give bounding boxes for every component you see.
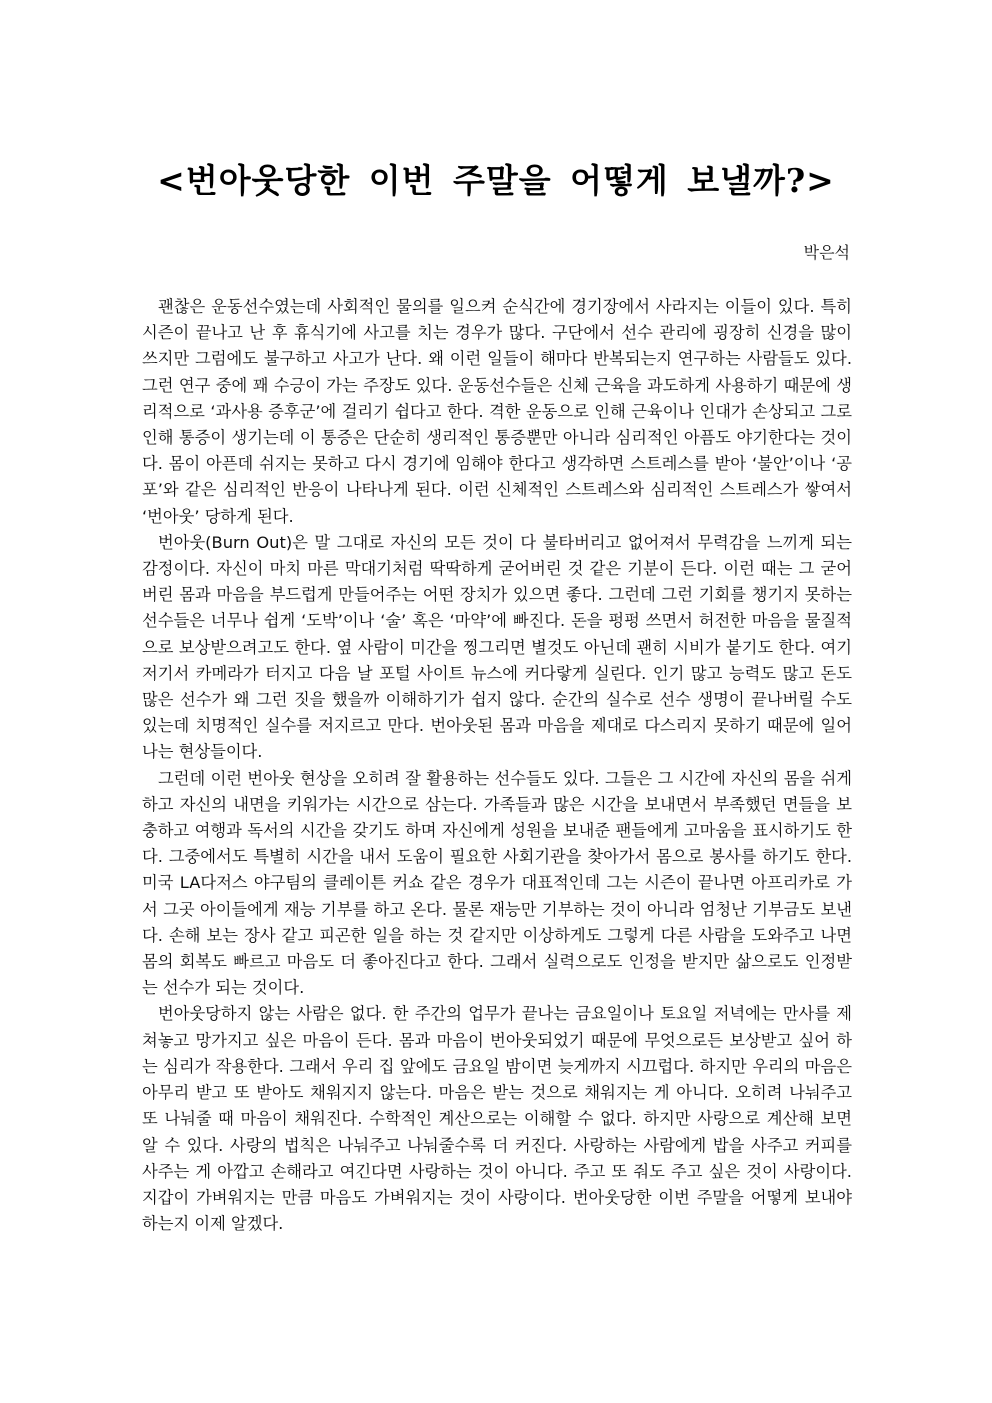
document-title: <번아웃당한 이번 주말을 어떻게 보낼까?> — [157, 161, 835, 200]
article-body — [142, 294, 852, 1237]
paragraph-3: 그런데 이런 번아웃 현상을 오히려 잘 활용하는 선수들도 있다. 그들은 그 시간에 자신의 몸을 쉬게 하고 자신의 내면을 키워가는 시간으로 삼는다. 가족들과 많은 시간을 보내면서 부족했던 면들을 보충하고 여행과 독서의 시간을 갖기도 하며 자신에게 성원을 보내준 팬들에게 고마움을 표시하기도 한다. 그중에서도 특별히 시간을 내서 도움이 필요한 사회기관을 찾아가서 몸으로 봉사를 하기도 한다. 미국 LA다저스 야구팀의 클레이튼 커쇼 같은 경우가 대표적인데 그는 시즌이 끝나면 아프리카로 가서 그곳 아이들에게 재능 기부를 하고 온다. 물론 재능만 기부하는 것이 아니라 엄청난 기부금도 보낸다. 손해 보는 장사 같고 피곤한 일을 하는 것 같지만 이상하게도 그렇게 다른 사람을 도와주고 나면 몸의 회복도 빠르고 마음도 더 좋아진다고 한다. 그래서 실력으로도 인정을 받지만 삶으로도 인정받는 선수가 되는 것이다. — [142, 768, 852, 998]
paragraph-4: 번아웃당하지 않는 사람은 없다. 한 주간의 업무가 끝나는 금요일이나 토요일 저녁에는 만사를 제쳐놓고 망가지고 싶은 마음이 든다. 몸과 마음이 번아웃되었기 때문에 무엇으로든 보상받고 싶어 하는 심리가 작용한다. 그래서 우리 집 앞에도 금요일 밤이면 늦게까지 시끄럽다. 하지만 우리의 마음은 아무리 받고 또 받아도 채워지지 않는다. 마음은 받는 것으로 채워지는 게 아니다. 오히려 나눠주고 또 나눠줄 때 마음이 채워진다. 수학적인 계산으로는 이해할 수 없다. 하지만 사랑으로 계산해 보면 알 수 있다. 사랑의 법칙은 나눠주고 나눠줄수록 더 커진다. 사랑하는 사람에게 밥을 사주고 커피를 사주는 게 아깝고 손해라고 여긴다면 사랑하는 것이 아니다. 주고 또 줘도 주고 싶은 것이 사랑이다. 지갑이 가벼워지는 만큼 마음도 가벼워지는 것이 사랑이다. 번아웃당한 이번 주말을 어떻게 보내야 하는지 이제 알겠다. — [142, 1004, 852, 1234]
paragraph-1: 괜찮은 운동선수였는데 사회적인 물의를 일으켜 순식간에 경기장에서 사라지는 이들이 있다. 특히 시즌이 끝나고 난 후 휴식기에 사고를 치는 경우가 많다. 구단에서 선수 관리에 굉장히 신경을 많이 쓰지만 그럼에도 불구하고 사고가 난다. 왜 이런 일들이 해마다 반복되는지 연구하는 사람들도 있다. 그런 연구 중에 꽤 수긍이 가는 주장도 있다. 운동선수들은 신체 근육을 과도하게 사용하기 때문에 생리적으로 ‘과사용 증후군’에 걸리기 쉽다고 한다. 격한 운동으로 인해 근육이나 인대가 손상되고 그로 인해 통증이 생기는데 이 통증은 단순히 생리적인 통증뿐만 아니라 심리적인 아픔도 야기한다는 것이다. 몸이 아픈데 쉬지는 못하고 다시 경기에 임해야 한다고 생각하면 스트레스를 받아 ‘불안’이나 ‘공포’와 같은 심리적인 반응이 나타나게 된다. 이런 신체적인 스트레스와 심리적인 스트레스가 쌓여서 ‘번아웃’ 당하게 된다. — [142, 297, 852, 526]
paragraph-2: 번아웃(Burn Out)은 말 그대로 자신의 모든 것이 다 불타버리고 없어져서 무력감을 느끼게 되는 감정이다. 자신이 마치 마른 막대기처럼 딱딱하게 굳어버린 것 같은 기분이 든다. 이런 때는 그 굳어버린 몸과 마음을 부드럽게 만들어주는 어떤 장치가 있으면 좋다. 그런데 그런 기회를 챙기지 못하는 선수들은 너무나 쉽게 ‘도박’이나 ‘술’ 혹은 ‘마약’에 빠진다. 돈을 펑펑 쓰면서 허전한 마음을 물질적으로 보상받으려고도 한다. 옆 사람이 미간을 찡그리면 별것도 아닌데 괜히 시비가 붙기도 한다. 여기저기서 카메라가 터지고 다음 날 포털 사이트 뉴스에 커다랗게 실린다. 인기 많고 능력도 많고 돈도 많은 선수가 왜 그런 짓을 했을까 이해하기가 쉽지 않다. 순간의 실수로 선수 생명이 끝나버릴 수도 있는데 치명적인 실수를 저지르고 만다. 번아웃된 몸과 마음을 제대로 다스리지 못하기 때문에 일어나는 현상들이다. — [142, 532, 852, 762]
author-name: 박은석 — [803, 243, 850, 262]
